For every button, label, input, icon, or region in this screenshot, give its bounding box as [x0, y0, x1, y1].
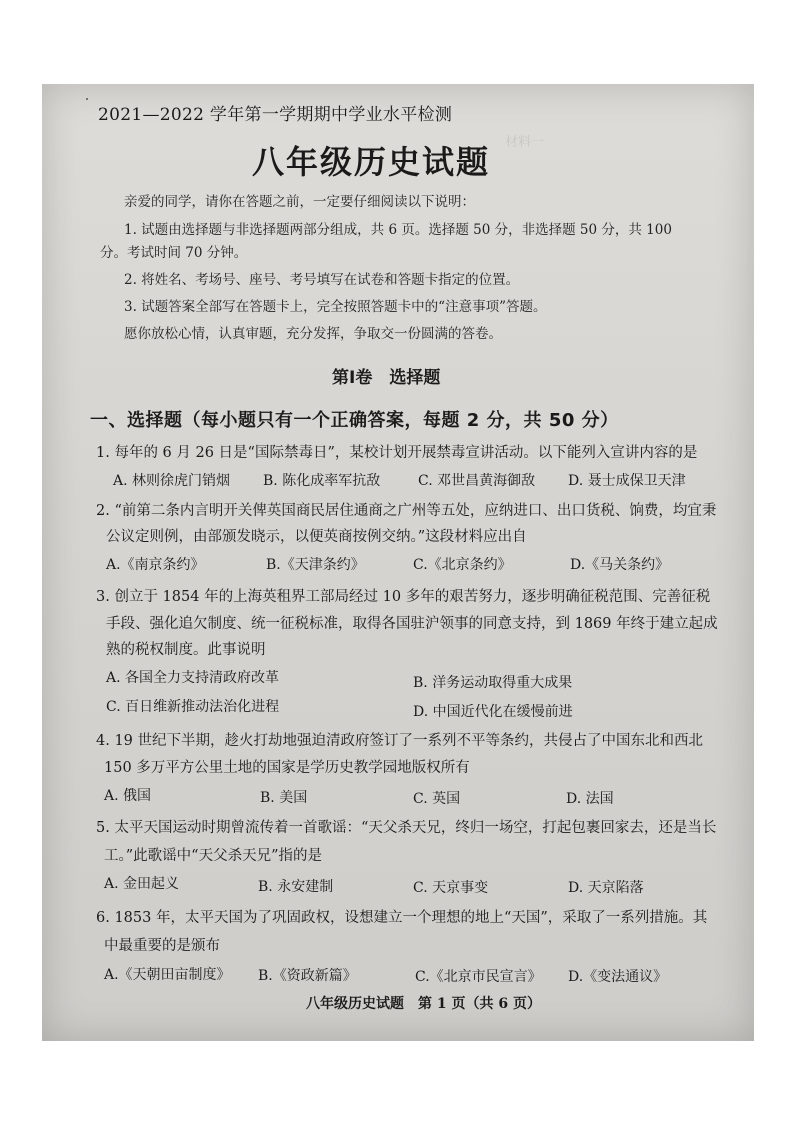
q6-option-a: A.《天朝田亩制度》: [104, 967, 231, 983]
q5-option-d: D. 天京陷落: [568, 880, 644, 896]
exam-header: 2021—2022 学年第一学期期中学业水平检测: [98, 105, 453, 125]
intro-rule-3: 3. 试题答案全部写在答题卡上，完全按照答题卡中的“注意事项”答题。: [124, 299, 547, 315]
q4-option-c: C. 英国: [413, 791, 461, 807]
q4-option-a: A. 俄国: [104, 788, 152, 804]
part-title: 一、选择题（每小题只有一个正确答案，每题 2 分，共 50 分）: [90, 410, 619, 431]
intro-wish: 愿你放松心情，认真审题，充分发挥，争取交一份圆满的答卷。: [124, 326, 502, 342]
q2-option-a: A.《南京条约》: [106, 557, 205, 573]
exam-title: 八年级历史试题: [252, 143, 491, 181]
q6-option-c: C.《北京市民宣言》: [415, 969, 542, 985]
q5-option-b: B. 永安建制: [258, 879, 334, 895]
question-2: 2. “前第二条内言明开关俾英国商民居住通商之广州等五处，应纳进口、出口货税、饷费，均宜秉: [96, 503, 717, 519]
question-5: 5. 太平天国运动时期曾流传着一首歌谣：“天父杀天兄，终归一场空，打起包裹回家去，还是当长: [96, 820, 717, 836]
question-3-cont-2: 熟的税权制度。此事说明: [106, 642, 266, 658]
question-4: 4. 19 世纪下半期，趁火打劫地强迫清政府签订了一系列不平等条约，共侵占了中国东北和西北: [96, 733, 703, 749]
question-4-cont: 150 多万平方公里土地的国家是学历史教学园地版权所有: [104, 760, 470, 776]
q1-option-d: D. 聂士成保卫天津: [568, 473, 686, 489]
q3-option-b: B. 洋务运动取得重大成果: [413, 675, 573, 691]
intro-rule-1: 1. 试题由选择题与非选择题两部分组成，共 6 页。选择题 50 分，非选择题 50 分，共 100: [124, 222, 672, 238]
intro-rule-2: 2. 将姓名、考场号、座号、考号填写在试卷和答题卡指定的位置。: [124, 272, 520, 288]
q3-option-a: A. 各国全力支持清政府改革: [106, 670, 280, 686]
speck: [86, 98, 88, 100]
question-5-cont: 工。”此歌谣中“天父杀天兄”指的是: [104, 848, 322, 864]
q5-option-a: A. 金田起义: [104, 876, 180, 892]
q4-option-b: B. 美国: [260, 790, 308, 806]
page-footer: 八年级历史试题 第 1 页（共 6 页）: [306, 996, 541, 1012]
q3-option-c: C. 百日维新推动法治化进程: [106, 699, 280, 715]
intro-greeting: 亲爱的同学，请你在答题之前，一定要仔细阅读以下说明：: [124, 194, 475, 210]
q1-option-b: B. 陈化成率军抗敌: [263, 473, 381, 489]
question-1: 1. 每年的 6 月 26 日是“国际禁毒日”，某校计划开展禁毒宣讲活动。以下能列入宣讲内容的是: [96, 445, 698, 461]
q3-option-d: D. 中国近代化在缓慢前进: [413, 704, 573, 720]
question-6: 6. 1853 年，太平天国为了巩固政权，设想建立一个理想的地上“天国”，采取了一系列措施。其: [96, 910, 708, 926]
section-title: 第Ⅰ卷 选择题: [332, 368, 441, 388]
bleed-through-text: 材料一: [505, 135, 727, 150]
q6-option-d: D.《变法通议》: [568, 969, 668, 985]
q2-option-b: B.《天津条约》: [266, 557, 365, 573]
q2-option-c: C.《北京条约》: [413, 557, 512, 573]
question-2-cont: 公议定则例，由部颁发晓示，以便英商按例交纳。”这段材料应出自: [106, 529, 527, 545]
q5-option-c: C. 天京事变: [413, 880, 489, 896]
q2-option-d: D.《马关条约》: [570, 557, 670, 573]
question-3: 3. 创立于 1854 年的上海英租界工部局经过 10 多年的艰苦努力，逐步明确征税范围、完善征税: [96, 589, 711, 605]
q6-option-b: B.《资政新篇》: [258, 968, 357, 984]
q4-option-d: D. 法国: [566, 791, 614, 807]
intro-rule-1-cont: 分。考试时间 70 分钟。: [100, 245, 248, 261]
q1-option-a: A. 林则徐虎门销烟: [113, 473, 231, 489]
question-6-cont: 中最重要的是颁布: [104, 938, 220, 954]
q1-option-c: C. 邓世昌黄海御敌: [418, 473, 536, 489]
question-3-cont-1: 手段、强化追欠制度、统一征税标准，取得各国驻沪领事的同意支持，到 1869 年终于建立起成: [106, 616, 718, 632]
